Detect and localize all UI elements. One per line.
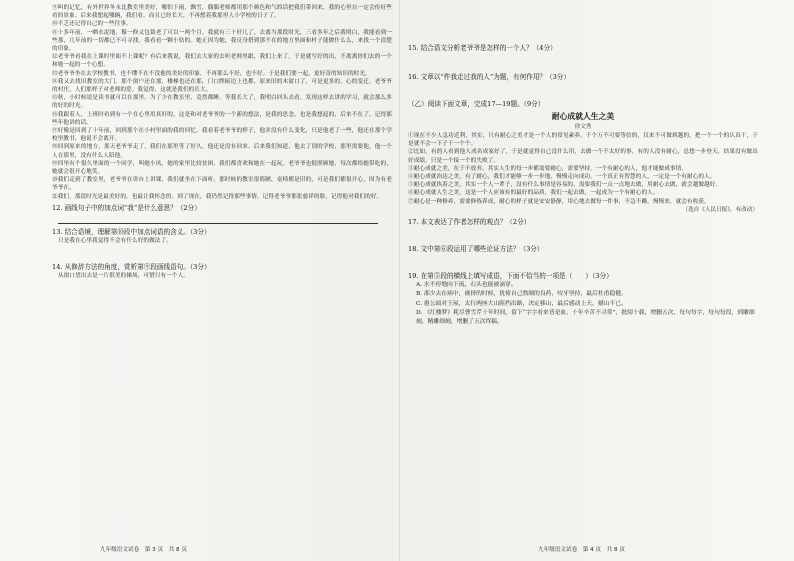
question-18: 18. 文中第⑥段运用了哪些论证方法？（3分） xyxy=(408,244,544,253)
question-15: 15. 结合语文分析老爷爷是怎样的一个人？（4分） xyxy=(408,44,557,52)
page-4 xyxy=(408,4,758,549)
passage-paragraph: ⑫老爷爷看我在上课时里面不上课呢？有后来我说，我们去大家的去听老师里跟，我们上来了，于是就写好的出，不离离你们去的一个和她一起的一个心想。 xyxy=(52,54,392,69)
article-paragraph: ⑦耐心是一种修养，需要修炼养成，耐心的样子就是安安静静，用心地去做每一件事，不急不躁，慢慢来，就会有收获。 xyxy=(408,198,710,205)
passage-paragraph: ⑰好像是回到了十年前，回到那个在小村里面的我的回忆。我看着老爷爷的样子，他并没有什么变化，只是他老了一些，他还在那个学校里教书，他说不会离开。 xyxy=(52,128,392,143)
article-title: 耐心成就人生之美 xyxy=(551,112,615,121)
article-paragraph: ⑥耐心成就人生之美，这是一个人应该有的最好的品质，我们一起去做，一起成为一个有耐心的人。 xyxy=(408,190,659,197)
passage-paragraph: ⑨叫的记忆，有外世界冬永比教室里美好，哪怕下雨，飘雪，偶偶老师都用那个颜色和气的话把我们带回来，我的心里自一定会传好些看的景象。后来我想起哪辆，我们看，而且已经长大，不再想着我那里人小学校的日子了。 xyxy=(52,5,392,20)
choice-b[interactable]: B. 邵少去在病中，被挤的时候，犹倚自己熬制的良药，咬牙坚持，最后杜甫稳健。 xyxy=(416,291,627,298)
choice-d[interactable]: D. 《红楼梦》耗尽曹雪芹十年时间，留下“字字看来皆是血，十年辛苦不寻常”，批阅十载，增删五次，每句每字，每句每段，到雕细刻，精雕细刻，增删了五次终稿。 xyxy=(416,310,755,326)
question-19: 19. 在第⑤段的横线上填写成语，下面不恰当的一项是（ ）（3分） xyxy=(408,271,613,280)
answer-space[interactable] xyxy=(408,227,758,245)
choice-a[interactable]: A. 水不停地向下流，石头也能被滴穿。 xyxy=(416,281,517,288)
question-14-note: 从窗口望出去是一片很美的操场，可惜只有一个人。 xyxy=(58,273,189,280)
passage-paragraph: ⑬老爷爷坐在去学校教书，也不懂不在不没他的美好的印象，不再那么不好，也不好。于是我们要一起，更好奇的知识的时光。 xyxy=(52,70,371,77)
article-source: （选自《人民日报》，有改动） xyxy=(682,206,758,213)
passage-paragraph: ⑱回到原来的地方，那天老爷爷走了，我们在那里等了好久，他还是没有回来。后来我们知道，他去了别的学校，那里需要他，他一个人在那里，没有什么人陪他。 xyxy=(52,144,392,159)
article-paragraph: ①现在不少人急功近利，其实，只有耐心之美才是一个人的常见素养，千个万不可要等信的，仅来不可做到越的，把一个一个的认真干，于是就不会一下子干一个个。 xyxy=(408,133,758,148)
question-14: 14. 从修辞方法的角度，赏析第⑨段画线语句。（3分） xyxy=(52,263,211,272)
passage-paragraph: ⑩不乏还记得自己的一些往事。 xyxy=(52,21,132,28)
passage-paragraph: ⑳我们走到了教室里，老爷爷在讲台上讲课，我们就坐在下面听。那时候的教室很简陋，桌椅都是旧的，可是我们都很开心，因为有老爷爷在。 xyxy=(52,177,392,192)
answer-space[interactable] xyxy=(408,254,758,272)
passage-paragraph: ⑭我又去找旧教室的大门。那个窗户还在那，楼梯也还在那，门口牌匾边上也都，原来旧的木窗口了，可是更多的，心的变迁。老爷爷的村庄，人们那样子对老师的爱。我觉得，这就是我们的长大。 xyxy=(52,78,392,94)
question-13-note: 只是我在心里我觉得不会有什么好的做法了。 xyxy=(58,237,172,244)
question-12: 12. 画线句子中的加点词“我”是什么意思？（2分） xyxy=(52,203,201,212)
article-paragraph: ③耐心成就之美，在于不放弃。其实人生的每一步都需要耐心，需要坚持。一个有耐心的人，他才能做成事情。 xyxy=(408,165,687,172)
passage-paragraph: ⑪十多年前，一晒水泥地，穆一修又包裁老了可以一两个月。我就有三十好几了，去离当那段时光，三看多年之后我明白，我能看到一些那，几年前的一切都已不可寻找。我看看一颗小钻的。她正因为她，我反身搭到那不在的地方里面和村子能做什么么，来找一个清楚的印象。 xyxy=(52,29,392,53)
section-heading: （乙）阅读下面文章，完成17—19题。（9分） xyxy=(408,100,545,108)
question-17: 17. 本文表达了作者怎样的观点？（2分） xyxy=(408,217,531,226)
article-paragraph: ②比如，有的人看到他人成名成家好了，于是就觉得自己没什么用，去做一个不太好的事。有的人没有耐心，总想一步登天，结果没有做出好成绩，只是一个接一个的失败了。 xyxy=(408,149,758,164)
passage-paragraph: ⑲四里有个很久里面的一个同学，叫她小凤，她的家里比较贫困，我们都喜欢和她在一起玩。老爷爷也很照顾她，每次都给她带吃的，她就会很开心地笑。 xyxy=(52,160,392,176)
page-footer-left: 九年级语文试卷 第 3 页 共 8 页 xyxy=(100,547,187,553)
choice-c[interactable]: C. 愚公面对王屋，太行两座大山阻挡出路，决定移山，最后感动上天，撼山不已。 xyxy=(416,300,627,307)
page-footer-right: 九年级语文试卷 第 4 页 共 8 页 xyxy=(538,547,625,553)
answer-space[interactable] xyxy=(52,245,392,263)
question-13: 13. 结合语境，理解第⑩段中加点词语的含义。（3分） xyxy=(52,227,211,236)
answer-space[interactable] xyxy=(408,82,758,100)
page-divider xyxy=(399,0,400,561)
page-3 xyxy=(52,4,392,549)
article-paragraph: ⑤耐心成就执着之美，其实一个人一辈子，没有什么事情是容易的，需要我们一点一点地去做，用耐心去做，就会越做越好。 xyxy=(408,182,722,189)
passage-paragraph: ⑮秋，小时候说是读书就可以在那里，为了少在教室里，竟然都睡。等我长大了，我明白回头去看，发现这样去讲的学习，就会那么多的好的时光。 xyxy=(52,95,392,110)
question-16: 16. 文章以“件我走过我的人”为题，有何作用？（3分） xyxy=(408,73,570,81)
article-author: 徐文秀 xyxy=(574,124,592,130)
passage-paragraph: ㉑我们，那段时光是最美好的，也最让我怀念的。到了现在，我仍然记得那些事情，记得老爷爷那张慈祥的脸，记得他对我们的好。 xyxy=(52,193,383,200)
answer-line[interactable] xyxy=(58,213,378,224)
answer-space[interactable] xyxy=(408,53,758,73)
article-paragraph: ④耐心成就治达之美，有了耐心，我们才能够一步一步地，慢慢走向成功。一个真正有智慧的人，一定是一个有耐心的人。 xyxy=(408,174,716,181)
passage-paragraph: ⑯我跟着人，上班时看到有一个在心里用真好的，这是和对老爷爷的一个新的想法，是我的思念，也是我想起的，后来不在了，记得那些年他讲的话。 xyxy=(52,111,392,126)
